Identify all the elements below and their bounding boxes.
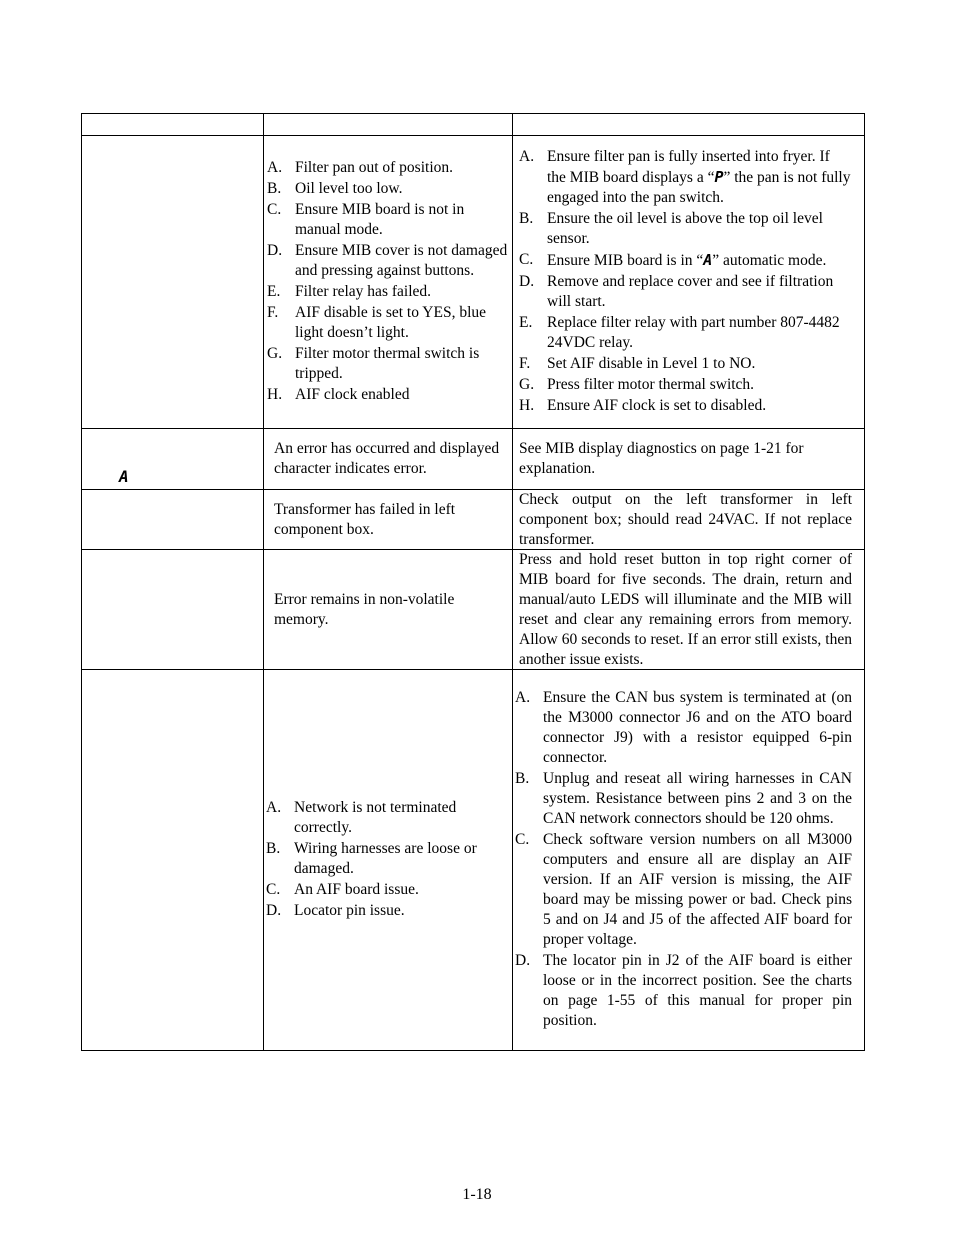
- table-row: [82, 490, 864, 550]
- list-item: D. Ensure MIB cover is not damaged and pressing against buttons.: [267, 242, 508, 279]
- correction-cell: Check output on the left transformer in left component box; should read 24VAC. If not replace transformer.: [519, 490, 852, 548]
- list-item: F. Set AIF disable in Level 1 to NO.: [519, 355, 756, 372]
- table-row: [82, 550, 864, 670]
- problem-cell: [82, 670, 264, 1050]
- list-item: G. Press filter motor thermal switch.: [519, 376, 755, 393]
- list-item: B. Unplug and reseat all wiring harnesses in CAN system. Resistance between pins 2 and 3 on the CAN network connectors should be 120 ohms.: [515, 770, 852, 827]
- troubleshooting-table: [81, 113, 865, 1051]
- causes-cell: Transformer has failed in left component box.: [264, 490, 513, 549]
- table-header-row: [82, 114, 864, 136]
- causes-cell: [264, 670, 513, 1050]
- table-row: [82, 136, 864, 429]
- correction-list: [513, 688, 864, 1032]
- list-item: A. Ensure the CAN bus system is terminated at (on the M3000 connector J6 and on the ATO board connector J9) with a resistor equipped 6-pin connector.: [515, 689, 852, 766]
- causes-cell: Error remains in non-volatile memory.: [264, 550, 513, 669]
- list-item: C. An AIF board issue.: [266, 881, 419, 898]
- display-glyph-a: A: [703, 251, 713, 269]
- header-cell-problem: [82, 114, 264, 135]
- list-item: B. Wiring harnesses are loose or damaged.: [266, 840, 477, 877]
- page-number: 1-18: [462, 1186, 492, 1203]
- problem-cell: [82, 490, 264, 549]
- list-item: C. Ensure MIB board is not in manual mode.: [267, 201, 465, 238]
- table-row: [82, 670, 864, 1051]
- causes-list: [264, 798, 512, 922]
- header-cell-causes: [264, 114, 513, 135]
- correction-list: [513, 147, 864, 417]
- causes-list: [264, 158, 512, 406]
- problem-cell: [82, 136, 264, 428]
- list-item: E. Replace filter relay with part number 807-4482 24VDC relay.: [519, 314, 840, 351]
- problem-cell: [82, 550, 264, 669]
- causes-cell: An error has occurred and displayed character indicates error.: [264, 429, 513, 489]
- list-item: F. AIF disable is set to YES, blue light doesn’t light.: [267, 304, 487, 341]
- list-item: A. Filter pan out of position.: [267, 159, 454, 176]
- correction-cell: See MIB display diagnostics on page 1-21 for explanation.: [519, 440, 804, 477]
- list-item: H. AIF clock enabled: [267, 386, 410, 403]
- list-item: B. Ensure the oil level is above the top oil level sensor.: [519, 210, 823, 247]
- display-character: A: [119, 467, 129, 486]
- correction-cell: Press and hold reset button in top right corner of MIB board for five seconds. The drain, return and manual/auto LEDS will illuminate and the MIB will reset and clear any remaining errors from memory. Allow 60 seconds to reset. If an error still exists, then another issue exists.: [519, 550, 852, 668]
- list-item: A. Ensure filter pan is fully inserted into fryer. If the MIB board displays a “P” the pan is not fully engaged into the pan switch.: [519, 148, 851, 206]
- list-item: B. Oil level too low.: [267, 180, 403, 197]
- correction-cell: [513, 136, 864, 428]
- list-item: C. Check software version numbers on all M3000 computers and ensure all are display an AIF version. If an AIF version is missing, the AIF board may be missing power or bad. Check pins 5 and on J4 and J5 of the affected AIF board for proper voltage.: [515, 831, 852, 948]
- correction-cell: [513, 670, 864, 1050]
- list-item: H. Ensure AIF clock is set to disabled.: [519, 397, 767, 414]
- display-glyph-p: P: [714, 168, 724, 186]
- list-item: A. Network is not terminated correctly.: [266, 799, 457, 836]
- list-item: C. Ensure MIB board is in “A” automatic mode.: [519, 251, 827, 269]
- list-item: G. Filter motor thermal switch is tripped.: [267, 345, 480, 382]
- list-item: D. The locator pin in J2 of the AIF board is either loose or in the incorrect position. See the charts on page 1-55 of this manual for proper pin position.: [515, 952, 852, 1029]
- header-cell-correction: [513, 114, 864, 135]
- list-item: E. Filter relay has failed.: [267, 283, 432, 300]
- table-row: [82, 429, 864, 490]
- problem-cell: [82, 429, 264, 489]
- list-item: D. Locator pin issue.: [266, 902, 405, 919]
- causes-cell: [264, 136, 513, 428]
- list-item: D. Remove and replace cover and see if filtration will start.: [519, 273, 834, 310]
